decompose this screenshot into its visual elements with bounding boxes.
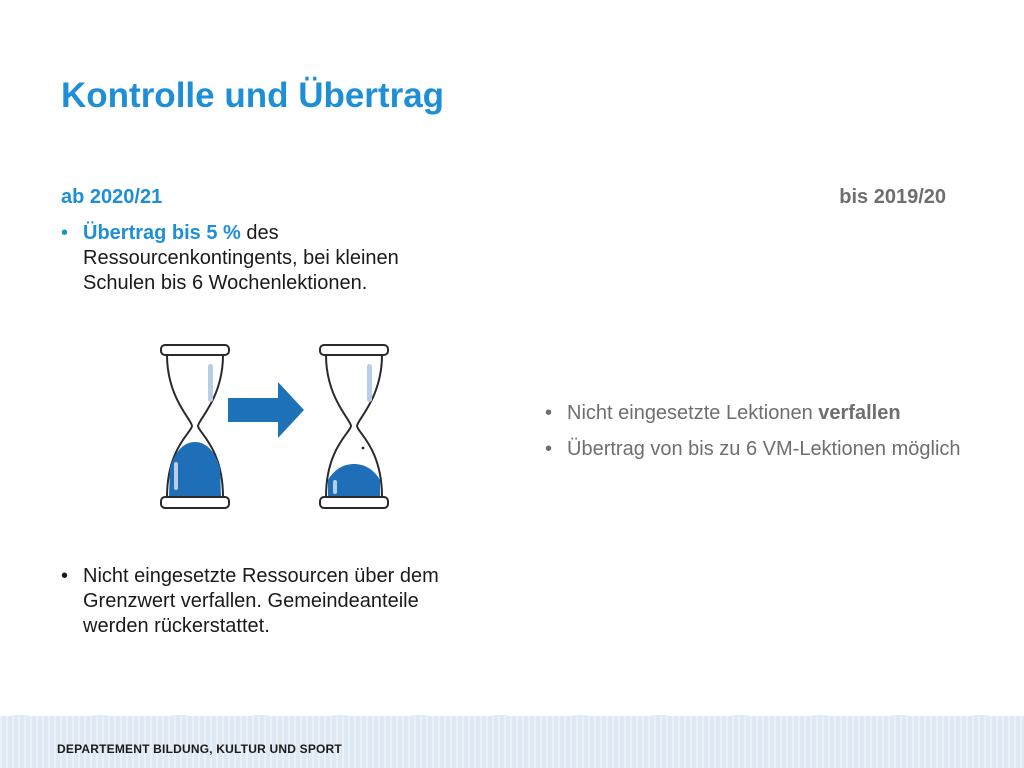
footer-label: DEPARTEMENT BILDUNG, KULTUR UND SPORT [57, 742, 342, 756]
right-bullet-lessons [545, 401, 965, 426]
hourglass-icon [161, 345, 229, 508]
bullet-marker: • [61, 565, 69, 587]
bullet-text-rest: des Ressourcenkontingents, bei kleinen Schulen bis 6 Wochenlektionen. [83, 222, 399, 294]
bullet-marker: • [61, 222, 69, 244]
left-bullet-transfer [61, 221, 461, 296]
bullet-marker: • [545, 402, 553, 424]
bullet-text: Übertrag von bis zu 6 VM-Lektionen möglich [567, 438, 961, 460]
bullet-text: Nicht eingesetzte Ressourcen über dem Grenzwert verfallen. Gemeindeanteile werden rückerstattet. [83, 565, 439, 637]
arrow-right-icon [228, 382, 304, 438]
bullet-strong: verfallen [818, 402, 901, 424]
bullet-text [545, 401, 965, 426]
hourglass-illustration [108, 308, 440, 522]
page-title: Kontrolle und Übertrag [61, 76, 445, 115]
right-column-heading: bis 2019/20 [839, 186, 946, 208]
right-bullet-transfer [545, 437, 965, 462]
bullet-marker: • [545, 438, 553, 460]
bullet-highlight: Übertrag bis 5 % [83, 222, 241, 244]
bullet-text [61, 221, 461, 296]
left-column-heading: ab 2020/21 [61, 186, 163, 208]
left-bullet-resources [61, 564, 481, 639]
bullet-text-prefix: Nicht eingesetzte Lektionen [567, 402, 819, 424]
hourglass-icon [320, 345, 388, 508]
